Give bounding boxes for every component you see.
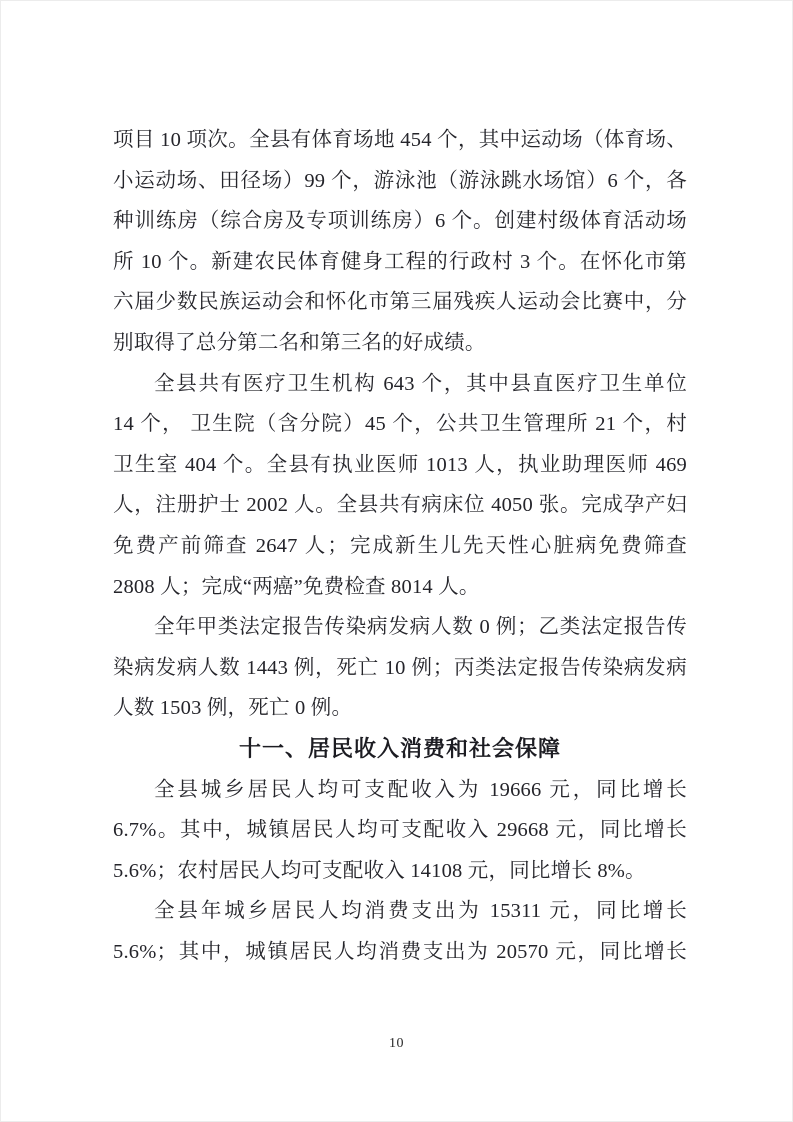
body-line: 项目 10 项次。全县有体育场地 454 个，其中运动场（体育场、 — [113, 129, 687, 151]
body-line: 人数 1503 例，死亡 0 例。 — [113, 697, 353, 720]
body-line: 全县共有医疗卫生机构 643 个，其中县直医疗卫生单位 — [154, 372, 687, 395]
body-line: 种训练房（综合房及专项训练房）6 个。创建村级体育活动场 — [113, 210, 687, 233]
body-line: 六届少数民族运动会和怀化市第三届残疾人运动会比赛中，分 — [113, 291, 687, 314]
body-line: 染病发病人数 1443 例，死亡 10 例；丙类法定报告传染病发病 — [113, 656, 687, 679]
body-line: 人，注册护士 2002 人。全县共有病床位 4050 张。完成孕产妇 — [113, 494, 687, 517]
text-block — [113, 120, 687, 972]
body-line: 别取得了总分第二名和第三名的好成绩。 — [113, 331, 486, 354]
section-heading: 十一、居民收入消费和社会保障 — [238, 735, 561, 761]
body-line: 2808 人；完成“两癌”免费检查 8014 人。 — [113, 575, 480, 598]
body-line: 5.6%；农村居民人均可支配收入 14108 元，同比增长 8%。 — [113, 859, 646, 882]
body-line: 5.6%；其中，城镇居民人均消费支出为 20570 元，同比增长 — [113, 940, 687, 963]
body-line: 卫生室 404 个。全县有执业医师 1013 人，执业助理医师 469 — [113, 453, 687, 476]
body-line: 全县城乡居民人均可支配收入为 19666 元，同比增长 — [154, 778, 687, 801]
page-number: 10 — [389, 1036, 404, 1051]
body-line: 14 个， 卫生院（含分院）45 个，公共卫生管理所 21 个，村 — [113, 413, 687, 436]
body-line: 全年甲类法定报告传染病发病人数 0 例；乙类法定报告传 — [154, 616, 687, 639]
body-line: 小运动场、田径场）99 个，游泳池（游泳跳水场馆）6 个，各 — [113, 169, 687, 192]
body-line: 免费产前筛查 2647 人；完成新生儿先天性心脏病免费筛查 — [113, 534, 687, 557]
body-line: 6.7%。其中，城镇居民人均可支配收入 29668 元，同比增长 — [113, 819, 687, 842]
body-line: 全县年城乡居民人均消费支出为 15311 元，同比增长 — [154, 900, 687, 923]
body-line: 所 10 个。新建农民体育健身工程的行政村 3 个。在怀化市第 — [113, 250, 687, 273]
